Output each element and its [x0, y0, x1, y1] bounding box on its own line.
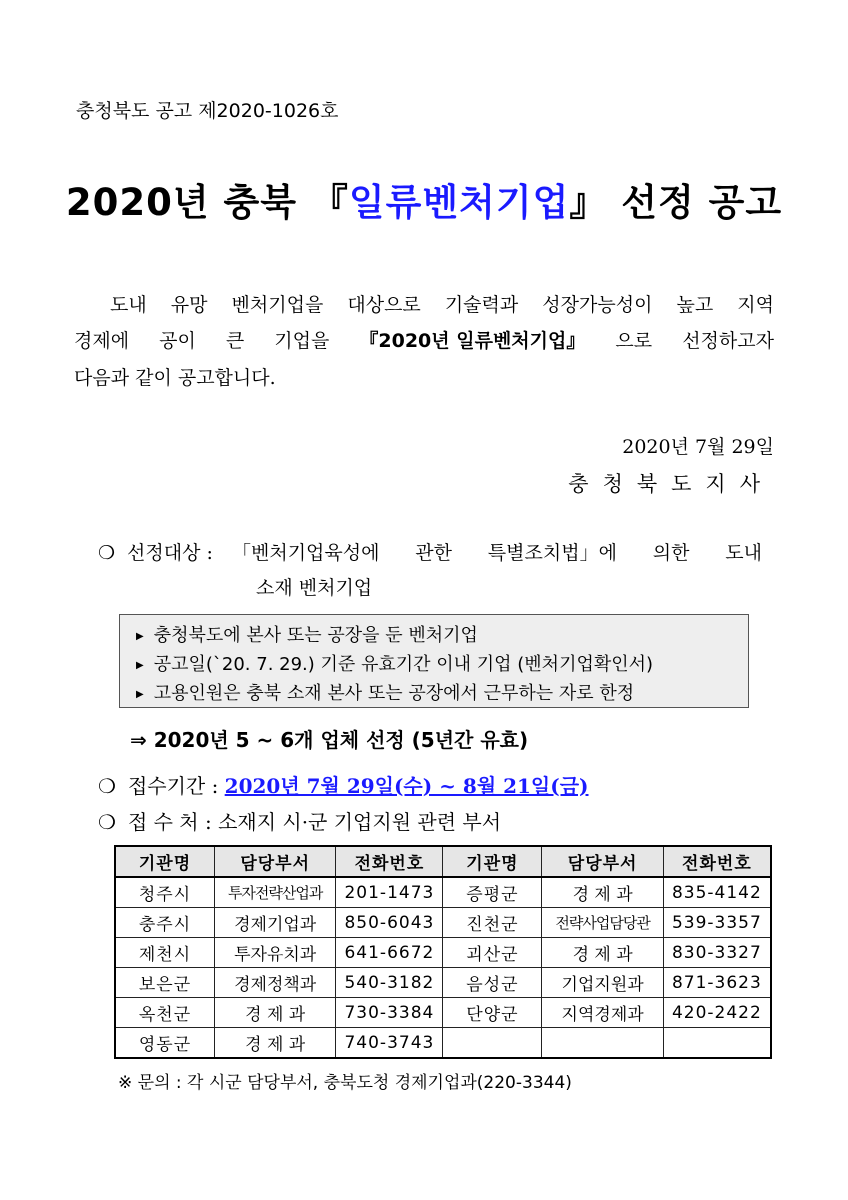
selection-summary: ⇒ 2020년 5 ~ 6개 업체 선정 (5년간 유효) [130, 728, 529, 752]
table-cell: 830-3327 [663, 938, 771, 968]
intro-line-1 [110, 290, 774, 317]
notice-date: 2020년 7월 29일 [622, 436, 774, 458]
table-cell [443, 1028, 542, 1059]
target-description-line-2: 소재 벤처기업 [256, 577, 373, 599]
contact-table [114, 845, 772, 1059]
intro-line-3: 다음과 같이 공고합니다. [74, 367, 276, 389]
title-highlight: 일류벤처기업 [348, 181, 570, 224]
criteria-box [119, 614, 749, 708]
table-cell: 옥천군 [115, 998, 214, 1028]
target-word: 관한 [415, 542, 452, 564]
intro-word: 지역 [737, 294, 774, 316]
table-cell: 증평군 [443, 877, 542, 908]
column-header: 담당부서 [214, 846, 335, 877]
table-header-row [115, 846, 771, 877]
target-label-text: 선정대상 : [127, 542, 213, 564]
table-cell: 641-6672 [336, 938, 443, 968]
table-cell: 경 제 과 [214, 998, 335, 1028]
table-row [115, 1028, 771, 1059]
table-cell: 경제기업과 [214, 908, 335, 938]
criteria-text: 공고일(`20. 7. 29.) 기준 유효기간 이내 기업 (벤처기업확인서) [153, 654, 654, 675]
table-cell: 투자유치과 [214, 938, 335, 968]
column-header: 기관명 [115, 846, 214, 877]
table-cell [663, 1028, 771, 1059]
criteria-text: 충청북도에 본사 또는 공장을 둔 벤처기업 [153, 625, 478, 646]
table-cell: 경제정책과 [214, 968, 335, 998]
criteria-text: 고용인원은 충북 소재 본사 또는 공장에서 근무하는 자로 한정 [153, 683, 635, 704]
table-cell: 경 제 과 [214, 1028, 335, 1059]
triangle-bullet-icon: ▶ [136, 660, 144, 671]
target-word: 의한 [652, 542, 690, 564]
table-cell: 740-3743 [336, 1028, 443, 1059]
intro-word: 벤처기업을 [231, 294, 324, 316]
table-row [115, 938, 771, 968]
column-header: 담당부서 [542, 846, 663, 877]
table-cell: 871-3623 [663, 968, 771, 998]
table-cell: 539-3357 [663, 908, 771, 938]
target-word: 「벤처기업육성에 [232, 542, 380, 564]
application-period [98, 770, 589, 799]
inquiry-note: ※ 문의 : 각 시군 담당부서, 충북도청 경제기업과(220-3344) [118, 1073, 572, 1093]
intro-word: 경제에 [74, 330, 130, 352]
intro-word: 으로 [615, 330, 653, 352]
intro-word: 큰 [225, 330, 245, 352]
table-cell: 201-1473 [336, 877, 443, 908]
table-cell: 괴산군 [443, 938, 542, 968]
table-cell: 835-4142 [663, 877, 771, 908]
intro-word: 기술력과 [444, 294, 519, 316]
table-cell: 제천시 [115, 938, 214, 968]
table-cell: 음성군 [443, 968, 542, 998]
table-cell: 850-6043 [336, 908, 443, 938]
title-suffix: 』 선정 공고 [569, 181, 783, 224]
period-label: 접수기간 : [127, 774, 225, 798]
column-header: 기관명 [443, 846, 542, 877]
intro-bold-program: 『2020년 일류벤처기업』 [359, 330, 586, 352]
issuer: 충청북도지사 [568, 472, 774, 496]
page-title [0, 172, 848, 226]
table-cell: 진천군 [443, 908, 542, 938]
criteria-item [136, 621, 478, 647]
table-cell: 전략사업담당관 [542, 908, 663, 938]
intro-word: 높고 [676, 294, 714, 316]
table-cell: 경 제 과 [542, 938, 663, 968]
table-row [115, 877, 771, 908]
application-office [98, 806, 501, 835]
target-description-line-1 [232, 538, 762, 565]
table-row [115, 968, 771, 998]
target-word: 도내 [725, 542, 762, 564]
intro-line-2 [74, 326, 774, 353]
table-row [115, 908, 771, 938]
table-cell: 기업지원과 [542, 968, 663, 998]
triangle-bullet-icon: ▶ [136, 689, 144, 700]
criteria-item [136, 679, 634, 705]
table-cell: 730-3384 [336, 998, 443, 1028]
table-cell: 단양군 [443, 998, 542, 1028]
table-cell: 보은군 [115, 968, 214, 998]
circle-bullet-icon: ❍ [98, 774, 116, 798]
intro-word: 기업을 [274, 330, 330, 352]
target-label [98, 538, 213, 565]
target-word: 특별조치법」에 [487, 542, 617, 564]
table-cell: 투자전략산업과 [214, 877, 335, 908]
intro-word: 공이 [159, 330, 196, 352]
table-cell: 경 제 과 [542, 877, 663, 908]
table-cell: 충주시 [115, 908, 214, 938]
column-header: 전화번호 [336, 846, 443, 877]
office-label: 접 수 처 : 소재지 시·군 기업지원 관련 부서 [127, 810, 502, 834]
intro-word: 대상으로 [347, 294, 421, 316]
table-cell: 영동군 [115, 1028, 214, 1059]
period-value: 2020년 7월 29일(수) ~ 8월 21일(금) [224, 774, 589, 798]
intro-word: 선정하고자 [682, 330, 774, 352]
intro-word: 도내 [110, 294, 147, 316]
circle-bullet-icon: ❍ [98, 810, 116, 834]
title-prefix: 2020년 충북 『 [65, 181, 349, 224]
column-header: 전화번호 [663, 846, 771, 877]
table-cell: 청주시 [115, 877, 214, 908]
table-row [115, 998, 771, 1028]
intro-word: 성장가능성이 [542, 294, 653, 316]
table-cell: 지역경제과 [542, 998, 663, 1028]
circle-bullet-icon: ❍ [98, 542, 116, 564]
table-cell [542, 1028, 663, 1059]
intro-word: 유망 [170, 294, 208, 316]
triangle-bullet-icon: ▶ [136, 631, 144, 642]
table-cell: 420-2422 [663, 998, 771, 1028]
table-cell: 540-3182 [336, 968, 443, 998]
notice-number: 충청북도 공고 제2020-1026호 [76, 100, 339, 122]
criteria-item [136, 650, 653, 676]
